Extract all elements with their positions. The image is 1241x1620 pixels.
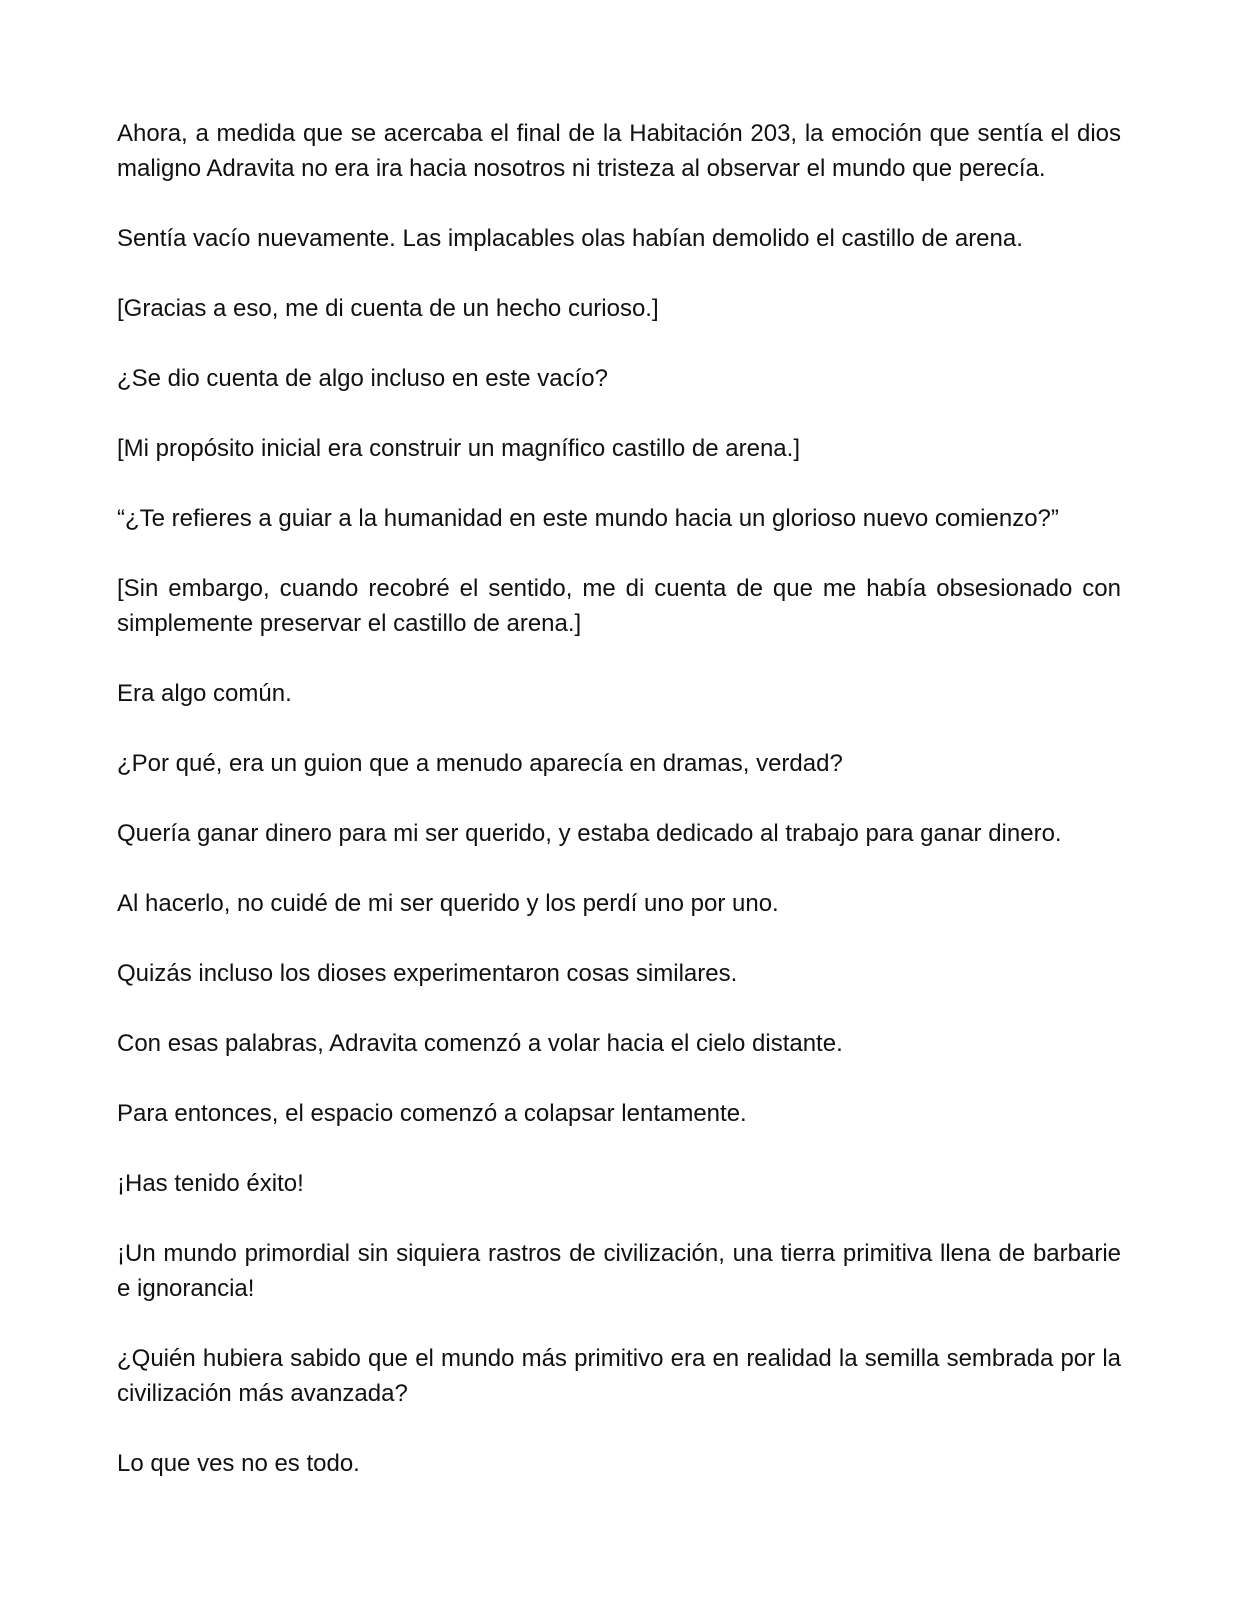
paragraph: Sentía vacío nuevamente. Las implacables olas habían demolido el castillo de arena. xyxy=(117,225,1023,252)
paragraph: Era algo común. xyxy=(117,680,292,707)
paragraph: ¿Por qué, era un guion que a menudo aparecía en dramas, verdad? xyxy=(117,750,843,777)
paragraph: Lo que ves no es todo. xyxy=(117,1450,360,1477)
paragraph: Ahora, a medida que se acercaba el final de la Habitación 203, la emoción que sentía el dios maligno Adravita no era ira hacia nosotros ni tristeza al observar el mundo que perecía. xyxy=(117,120,1121,182)
paragraph: [Sin embargo, cuando recobré el sentido, me di cuenta de que me había obsesionado con simplemente preservar el castillo de arena.] xyxy=(117,575,1121,637)
document-body xyxy=(117,116,1121,1516)
paragraph: Con esas palabras, Adravita comenzó a volar hacia el cielo distante. xyxy=(117,1030,843,1057)
paragraph: Para entonces, el espacio comenzó a colapsar lentamente. xyxy=(117,1100,747,1127)
paragraph: [Gracias a eso, me di cuenta de un hecho curioso.] xyxy=(117,295,659,322)
paragraph: Quizás incluso los dioses experimentaron cosas similares. xyxy=(117,960,738,987)
paragraph: ¡Un mundo primordial sin siquiera rastros de civilización, una tierra primitiva llena de barbarie e ignorancia! xyxy=(117,1240,1121,1302)
paragraph: [Mi propósito inicial era construir un magnífico castillo de arena.] xyxy=(117,435,800,462)
paragraph: “¿Te refieres a guiar a la humanidad en este mundo hacia un glorioso nuevo comienzo?” xyxy=(117,505,1059,532)
paragraph: Quería ganar dinero para mi ser querido, y estaba dedicado al trabajo para ganar dinero. xyxy=(117,820,1062,847)
paragraph: ¿Quién hubiera sabido que el mundo más primitivo era en realidad la semilla sembrada por la civilización más avanzada? xyxy=(117,1345,1121,1407)
paragraph: ¡Has tenido éxito! xyxy=(117,1170,304,1197)
paragraph: Al hacerlo, no cuidé de mi ser querido y los perdí uno por uno. xyxy=(117,890,779,917)
paragraph: ¿Se dio cuenta de algo incluso en este vacío? xyxy=(117,365,608,392)
